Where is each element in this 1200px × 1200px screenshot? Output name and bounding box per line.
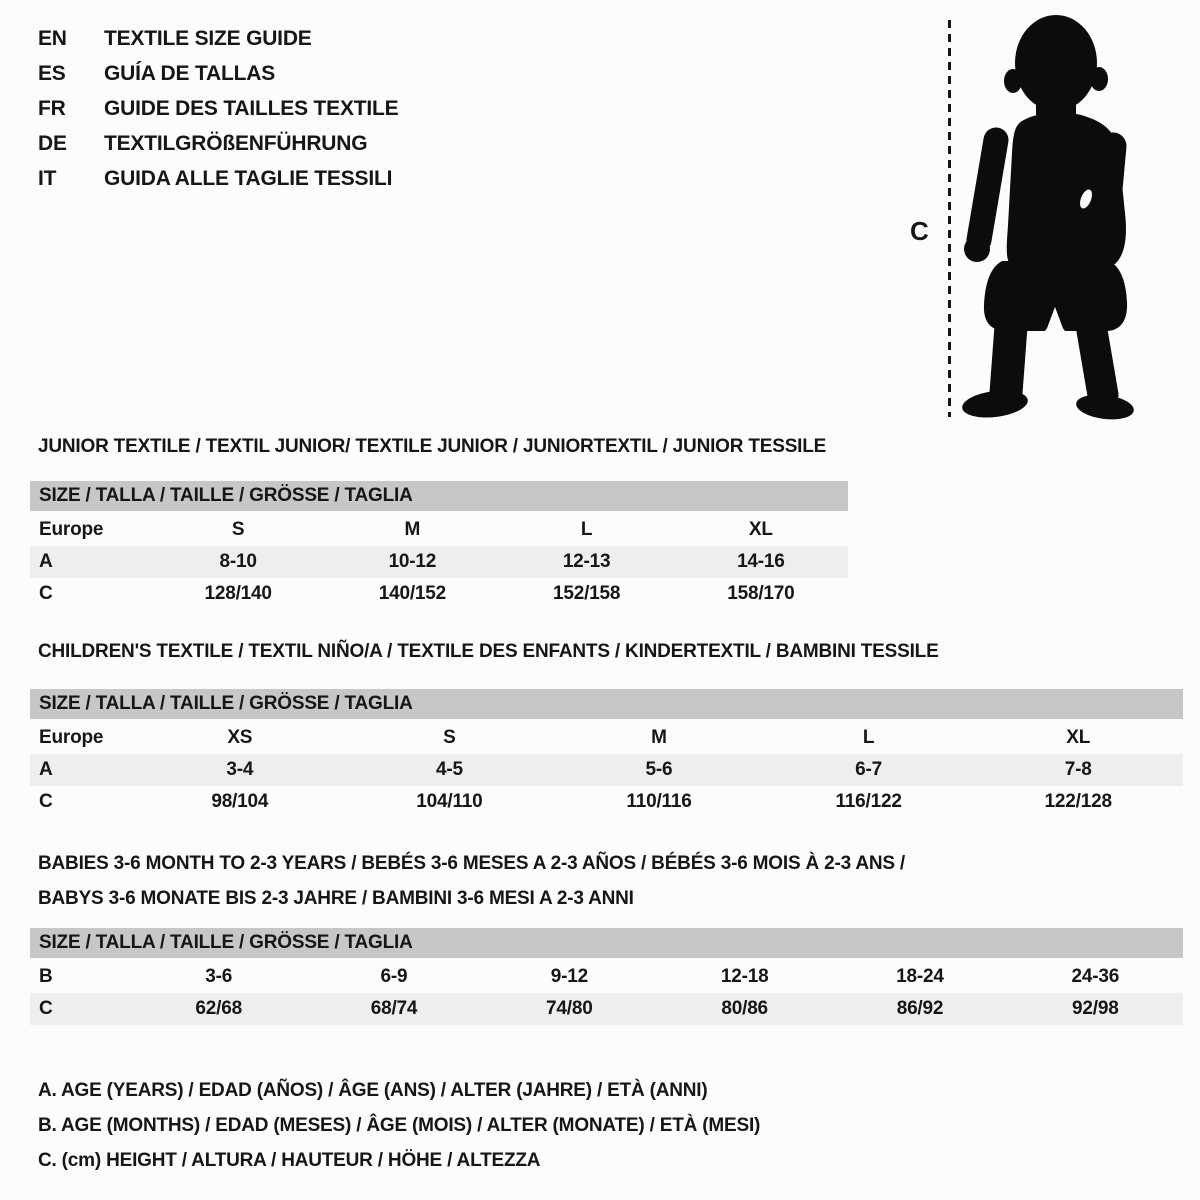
section-children-textile [30, 641, 1183, 818]
size-value-cell: 12-13 [562, 551, 611, 572]
size-value-cell: S [443, 727, 456, 748]
row-label-cell: B [39, 966, 53, 987]
size-value-cell: 6-7 [855, 759, 883, 780]
size-value-cell: 9-12 [550, 966, 588, 987]
language-code: ES [38, 62, 66, 85]
size-value-cell: 152/158 [552, 583, 621, 604]
size-value-cell: 3-4 [226, 759, 254, 780]
size-header-bar: SIZE / TALLA / TAILLE / GRÖSSE / TAGLIA [30, 928, 1183, 958]
size-value-cell: 6-9 [380, 966, 408, 987]
legend-age-months: B. AGE (MONTHS) / EDAD (MESES) / ÂGE (MOIS) / ALTER (MONATE) / ETÀ (MESI) [38, 1115, 761, 1136]
language-row [38, 167, 398, 202]
language-row [38, 97, 398, 132]
size-value-cell: 3-6 [205, 966, 233, 987]
children-size-table [30, 722, 1183, 818]
height-dashed-line [948, 20, 951, 417]
size-value-cell: XS [227, 727, 253, 748]
height-measure-label: C [910, 216, 929, 246]
size-table-row [30, 993, 1183, 1025]
section-junior-textile [30, 436, 848, 610]
row-label-cell: C [39, 998, 53, 1019]
size-value-cell: 18-24 [896, 966, 944, 987]
section-title: JUNIOR TEXTILE / TEXTIL JUNIOR/ TEXTILE JUNIOR / JUNIORTEXTIL / JUNIOR TESSILE [38, 436, 827, 457]
size-table-row [30, 961, 1183, 993]
size-value-cell: 86/92 [896, 998, 944, 1019]
size-value-cell: M [404, 519, 421, 540]
measure-legend [38, 1073, 760, 1178]
row-label-cell: A [39, 759, 53, 780]
size-table-row [30, 722, 1183, 754]
size-value-cell: S [231, 519, 245, 540]
section-title: CHILDREN'S TEXTILE / TEXTIL NIÑO/A / TEXTILE DES ENFANTS / KINDERTEXTIL / BAMBINI TESSILE [38, 641, 939, 662]
size-value-cell: XL [1066, 727, 1091, 748]
size-value-cell: 62/68 [195, 998, 242, 1019]
guide-title: GUIDE DES TAILLES TEXTILE [104, 97, 399, 120]
language-row [38, 27, 398, 62]
size-header-bar: SIZE / TALLA / TAILLE / GRÖSSE / TAGLIA [30, 481, 848, 511]
guide-title: TEXTILGRÖßENFÜHRUNG [104, 132, 368, 155]
row-label-cell: Europe [39, 519, 104, 540]
size-value-cell: 110/116 [626, 791, 692, 812]
size-value-cell: 128/140 [204, 583, 272, 604]
guide-title: GUIDA ALLE TAGLIE TESSILI [104, 167, 393, 190]
size-value-cell: 24-36 [1071, 966, 1120, 987]
size-value-cell: 140/152 [378, 583, 447, 604]
row-label-cell: C [39, 791, 53, 812]
size-value-cell: L [580, 519, 593, 540]
language-row [38, 62, 398, 97]
size-value-cell: 116/122 [835, 791, 902, 812]
size-table-row [30, 546, 848, 578]
size-table-row [30, 514, 848, 546]
size-value-cell: 80/86 [721, 998, 768, 1019]
size-value-cell: 122/128 [1044, 791, 1112, 812]
language-title-list [38, 27, 398, 202]
language-code: DE [38, 132, 67, 155]
row-label-cell: Europe [39, 727, 104, 748]
legend-height-cm: C. (cm) HEIGHT / ALTURA / HAUTEUR / HÖHE / ALTEZZA [38, 1150, 541, 1171]
section-title-line-2: BABYS 3-6 MONATE BIS 2-3 JAHRE / BAMBINI 3-6 MESI A 2-3 ANNI [38, 888, 634, 909]
size-value-cell: 68/74 [370, 998, 418, 1019]
size-value-cell: M [651, 727, 667, 748]
size-value-cell: 98/104 [211, 791, 269, 812]
size-value-cell: 14-16 [737, 551, 785, 572]
size-value-cell: 10-12 [388, 551, 437, 572]
size-value-cell: 158/170 [727, 583, 795, 604]
size-value-cell: 74/80 [546, 998, 593, 1019]
size-table-row [30, 754, 1183, 786]
size-table-row [30, 578, 848, 610]
size-value-cell: L [862, 727, 875, 748]
language-code: EN [38, 27, 67, 50]
language-code: FR [38, 97, 66, 120]
guide-title: TEXTILE SIZE GUIDE [104, 27, 312, 50]
size-value-cell: 8-10 [219, 551, 257, 572]
size-value-cell: 104/110 [416, 791, 483, 812]
size-header-bar: SIZE / TALLA / TAILLE / GRÖSSE / TAGLIA [30, 689, 1183, 719]
size-value-cell: 92/98 [1072, 998, 1119, 1019]
legend-age-years: A. AGE (YEARS) / EDAD (AÑOS) / ÂGE (ANS) / ALTER (JAHRE) / ETÀ (ANNI) [38, 1080, 708, 1101]
guide-title: GUÍA DE TALLAS [104, 62, 276, 85]
language-code: IT [38, 167, 57, 190]
size-value-cell: XL [748, 519, 773, 540]
junior-size-table [30, 514, 848, 610]
size-value-cell: 5-6 [645, 759, 673, 780]
toddler-silhouette-image [958, 13, 1148, 423]
size-value-cell: 7-8 [1064, 759, 1092, 780]
row-label-cell: C [39, 583, 53, 604]
section-title-line-1: BABIES 3-6 MONTH TO 2-3 YEARS / BEBÉS 3-6 MESES A 2-3 AÑOS / BÉBÉS 3-6 MOIS À 2-3 ANS / [38, 853, 906, 874]
babies-size-table [30, 961, 1183, 1025]
size-value-cell: 4-5 [435, 759, 463, 780]
language-row [38, 132, 398, 167]
row-label-cell: A [39, 551, 53, 572]
size-value-cell: 12-18 [720, 966, 769, 987]
size-table-row [30, 786, 1183, 818]
section-babies-textile [30, 846, 1183, 1025]
